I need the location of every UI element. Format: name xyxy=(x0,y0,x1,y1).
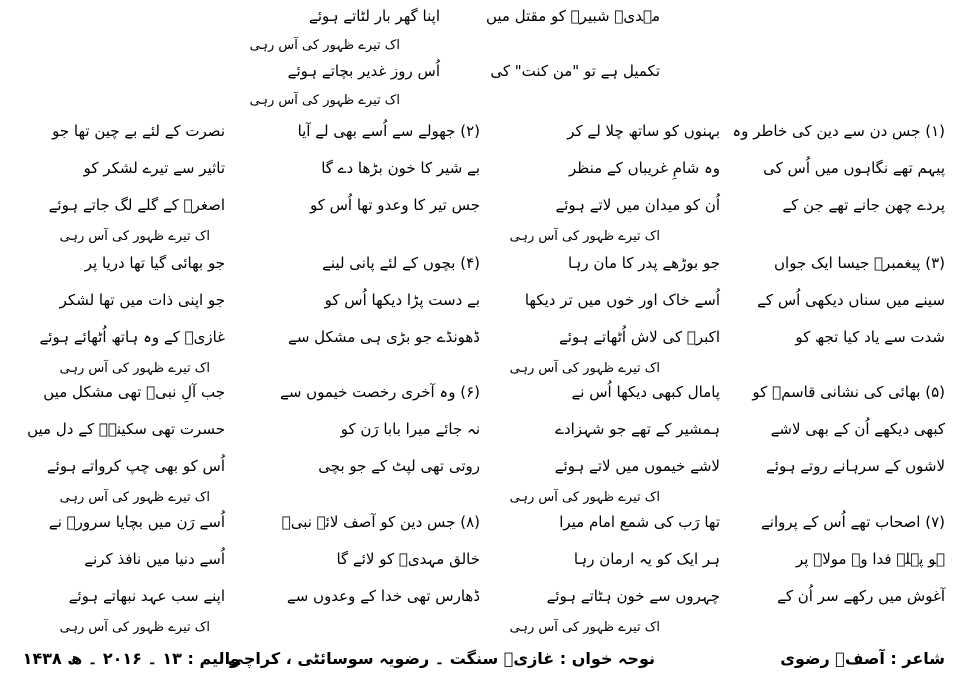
stanza-line: تاثیر سے تیرے لشکر کو xyxy=(83,159,225,177)
stanza-line: (۲) جھولے سے اُسے بھی لے آیا xyxy=(297,122,480,140)
stanza-line: کبھی دیکھے اُن کے بھی لاشے xyxy=(770,420,945,438)
stanza-line: شدت سے یاد کیا تجھ کو xyxy=(795,328,945,346)
stanza-line: غازیؑ کے وہ ہاتھ اُٹھائے ہوئے xyxy=(39,328,225,346)
stanza-line: بے شیر کا خون بڑھا دے گا xyxy=(321,159,480,177)
intro-left-line-1: اپنا گھر بار لٹاتے ہوئے xyxy=(309,7,440,25)
stanza-line: جس تیر کا وعدو تھا اُس کو xyxy=(309,196,480,214)
stanza-line: (۶) وہ آخری رخصت خیموں سے xyxy=(280,383,480,401)
stanza-line: جو بوڑھے پدر کا مان رہا xyxy=(568,254,720,272)
stanza-line: اکبرؑ کی لاش اُٹھاتے ہوئے xyxy=(559,328,720,346)
stanza-line: نہ جائے میرا بابا رَن کو xyxy=(340,420,480,438)
stanza-line: ڈھونڈے جو بڑی ہی مشکل سے xyxy=(288,328,480,346)
refrain-line: اک تیرے ظہور کی آس رہی xyxy=(509,361,660,376)
refrain-line: اک تیرے ظہور کی آس رہی xyxy=(509,620,660,635)
stanza-line: (۸) جس دین کو آصف لائے نبیؐ xyxy=(281,513,480,531)
stanza-line: بہنوں کو ساتھ چلا لے کر xyxy=(567,122,720,140)
refrain-line: اک تیرے ظہور کی آس رہی xyxy=(59,490,210,505)
stanza-line: حسرت تھی سکینہؑ کے دل میں xyxy=(27,420,225,438)
stanza-line: اُسے رَن میں بچایا سرورؑ نے xyxy=(48,513,225,531)
reciter-credit: نوحہ خواں : غازیؑ سنگت ۔ رضویہ سوسائٹی ، کراچی xyxy=(227,649,655,668)
stanza-line: ہر ایک کو یہ ارمان رہا xyxy=(573,550,720,568)
stanza-line: اصغرؑ کے گلے لگ جاتے ہوئے xyxy=(48,196,225,214)
stanza-line: اُن کو میدان میں لاتے ہوئے xyxy=(555,196,720,214)
stanza-line: بے دست پڑا دیکھا اُس کو xyxy=(324,291,480,309)
stanza-line: اُسے دنیا میں نافذ کرنے xyxy=(84,550,225,568)
stanza-line: (۵) بھائی کی نشانی قاسمؑ کو xyxy=(752,383,945,401)
stanza-line: ہمشیر کے تھے جو شہزادے xyxy=(555,420,720,438)
intro-right-line-1: مہدیؑ شبیرؑ کو مقتل میں xyxy=(485,7,660,25)
stanza-line: اُسے خاک اور خوں میں تر دیکھا xyxy=(524,291,720,309)
stanza-line: ڈھارس تھی خدا کے وعدوں سے xyxy=(286,587,480,605)
stanza-line: پامال کبھی دیکھا اُس نے xyxy=(571,383,720,401)
refrain-line: اک تیرے ظہور کی آس رہی xyxy=(509,229,660,244)
stanza-line: چہروں سے خون ہٹاتے ہوئے xyxy=(546,587,720,605)
refrain-line: اک تیرے ظہور کی آس رہی xyxy=(59,361,210,376)
refrain-line: اک تیرے ظہور کی آس رہی xyxy=(59,620,210,635)
stanza-line: اُس کو بھی چپ کرواتے ہوئے xyxy=(46,457,225,475)
stanza-line: ہو پہلے فدا وہ مولاؑ پر xyxy=(796,550,945,568)
stanza-line: اپنے سب عہد نبھاتے ہوئے xyxy=(68,587,225,605)
poet-credit: شاعر : آصفؔ رضوی xyxy=(780,649,945,668)
refrain-line: اک تیرے ظہور کی آس رہی xyxy=(59,229,210,244)
intro-refrain-1: اک تیرے ظہور کی آس رہی xyxy=(249,38,400,53)
stanza-line: (۱) جس دن سے دین کی خاطر وہ xyxy=(732,122,945,140)
stanza-line: پیہم تھے نگاہوں میں اُس کی xyxy=(763,159,945,177)
stanza-line: خالق مہدیؑ کو لائے گا xyxy=(336,550,480,568)
stanza-line: جب آلِ نبیؐ تھی مشکل میں xyxy=(43,383,225,401)
stanza-line: (۷) اصحاب تھے اُس کے پروانے xyxy=(760,513,945,531)
stanza-line: تھا رَب کی شمع امام میرا xyxy=(559,513,720,531)
stanza-line: آغوش میں رکھے سر اُن کے xyxy=(777,587,945,605)
stanza-line: جو اپنی ذات میں تھا لشکر xyxy=(59,291,225,309)
stanza-line: پردے چھن جانے تھے جن کے xyxy=(782,196,945,214)
stanza-line: نصرت کے لئے بے چین تھا جو xyxy=(52,122,225,140)
stanza-line: (۳) پیغمبرؐ جیسا ایک جواں xyxy=(774,254,945,272)
intro-refrain-2: اک تیرے ظہور کی آس رہی xyxy=(249,93,400,108)
stanza-line: سینے میں سناں دیکھی اُس کے xyxy=(757,291,945,309)
intro-right-line-2: تکمیل ہے تو "من کنت" کی xyxy=(490,62,660,80)
intro-left-line-2: اُس روز غدیر بچاتے ہوئے xyxy=(287,62,440,80)
stanza-line: وہ شامِ غریباں کے منظر xyxy=(568,159,720,177)
stanza-line: لاشوں کے سرہانے روتے ہوئے xyxy=(765,457,945,475)
volume-info: والیم : ۱۳ ۔ ۲۰۱۶ ۔ ھ ۱۴۳۸ xyxy=(22,649,240,668)
stanza-line: جو بھائی گیا تھا دریا پر xyxy=(84,254,225,272)
stanza-line: لاشے خیموں میں لاتے ہوئے xyxy=(554,457,720,475)
refrain-line: اک تیرے ظہور کی آس رہی xyxy=(509,490,660,505)
stanza-line: (۴) بچوں کے لئے پانی لینے xyxy=(322,254,480,272)
stanza-line: روتی تھی لپٹ کے جو بچی xyxy=(318,457,480,475)
